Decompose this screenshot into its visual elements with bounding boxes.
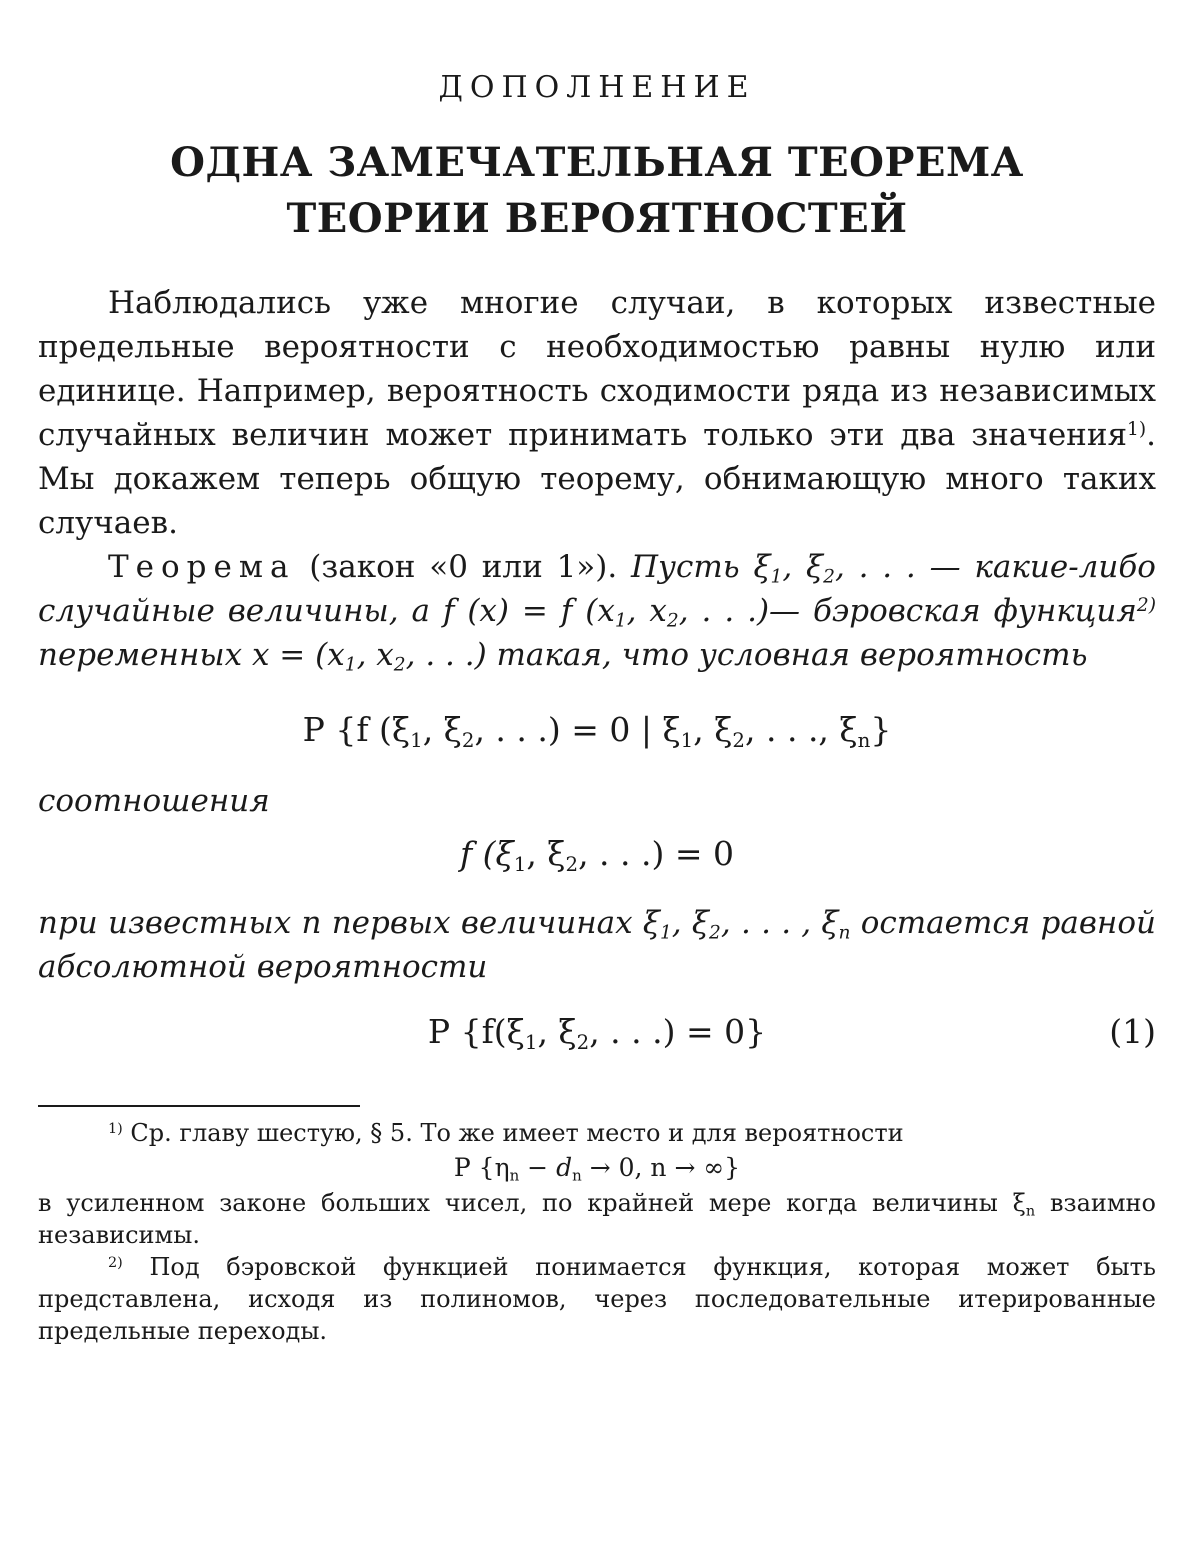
page-title (38, 135, 1156, 247)
f2-a: f (ξ (459, 834, 514, 873)
theorem-label: Теорема (108, 549, 296, 585)
theorem-s2: , ξ (782, 549, 824, 585)
f1-c: , . . .) = 0 | ξ (474, 710, 681, 749)
sub-n: n (509, 1166, 520, 1185)
formula-absolute-probability (38, 1009, 1156, 1055)
sub-2: 2 (576, 1030, 590, 1054)
after-b: , ξ (671, 905, 709, 941)
sub-1: 1 (680, 728, 694, 752)
sub-2: 2 (823, 566, 835, 588)
sub-2: 2 (732, 728, 745, 752)
sub-2: 2 (709, 922, 721, 944)
theorem-s1: Пусть ξ (631, 549, 771, 585)
f1-e: , . . ., ξ (745, 710, 858, 749)
f3-a: P {f(ξ (427, 1012, 525, 1051)
label-relation: соотношения (38, 783, 270, 819)
theorem-law-name: (закон «0 или 1»). (295, 549, 632, 585)
page (38, 70, 1156, 1347)
sub-1: 1 (524, 1030, 538, 1054)
theorem-s3: , . . . — какие-либо случайные величины, а f (x) = f (x (38, 549, 1156, 629)
theorem-s8: , . . .) такая, что условная вероятность (405, 637, 1088, 673)
f2-c: , . . .) = 0 (578, 834, 735, 873)
f1-a: P {f (ξ (302, 710, 411, 749)
sub-2: 2 (461, 728, 475, 752)
f1-b: , ξ (422, 710, 462, 749)
formula-relation (38, 831, 1156, 877)
theorem-s5: , . . .)— бэровская функция (678, 593, 1137, 629)
sub-1: 1 (344, 654, 357, 676)
footnote-1 (38, 1117, 1156, 1149)
after-d: остается равной абсолютной вероятности (38, 905, 1156, 985)
equation-number: (1) (1109, 1012, 1156, 1051)
sub-2: 2 (565, 852, 579, 876)
footnote-2-text: Под бэровской функцией понимается функция, которая может быть представлена, исходя из полиномов, через последовательные итерированные предельные переходы. (38, 1253, 1156, 1345)
intro-paragraph (38, 281, 1156, 677)
footnote-1-text: Ср. главу шестую, § 5. То же имеет место и для вероятности (122, 1119, 904, 1147)
sub-2: 2 (393, 654, 406, 676)
fn1-after-a: в усиленном законе больших чисел, по крайней мере когда величины ξ (38, 1189, 1026, 1217)
footnote-1-continuation (38, 1187, 1156, 1251)
formula-conditional-probability (38, 707, 1156, 753)
supertitle: ДОПОЛНЕНИЕ (438, 70, 756, 105)
sub-1: 1 (659, 922, 672, 944)
title-line-1: ОДНА ЗАМЕЧАТЕЛЬНАЯ ТЕОРЕМА (170, 139, 1024, 186)
footnote-2 (38, 1251, 1156, 1347)
theorem-s7: , x (356, 637, 394, 673)
sub-n: n (857, 728, 871, 752)
theorem-s4: , x (626, 593, 667, 629)
fn1-formula-a: P {η (453, 1153, 510, 1182)
after-a: при известных n первых величинах ξ (38, 905, 660, 941)
footnote-1-formula (38, 1149, 1156, 1187)
footnote-2-mark: 2) (108, 1255, 123, 1272)
title-line-2: ТЕОРИИ ВЕРОЯТНОСТЕЙ (286, 195, 908, 242)
sub-n: n (1025, 1203, 1036, 1220)
footnote-rule (38, 1105, 360, 1107)
after-c: , . . . , ξ (720, 905, 839, 941)
sub-1: 1 (614, 610, 627, 632)
fn1-after-b: взаимно независимы. (38, 1189, 1156, 1249)
theorem-s6: переменных x = (x (38, 637, 345, 673)
footnote-mark-2: 2) (1136, 594, 1156, 616)
sub-1: 1 (770, 566, 783, 588)
f3-b: , ξ (537, 1012, 577, 1051)
sub-1: 1 (410, 728, 423, 752)
footnotes (38, 1117, 1156, 1347)
sub-2: 2 (666, 610, 679, 632)
f2-b: , ξ (526, 834, 566, 873)
intro-text-b: . Мы докажем теперь общую теорему, обнимающую много таких случаев. (38, 417, 1156, 541)
fn1-formula-b: − d (519, 1153, 573, 1182)
f1-d: , ξ (693, 710, 733, 749)
f1-f: } (870, 710, 892, 749)
intro-text-a: Наблюдались уже многие случаи, в которых известные предельные вероятности с необходимостью равны нулю или единице. Например, вероятность сходимости ряда из независимых случайных величин может принимать только эти два значения (38, 285, 1156, 453)
sub-1: 1 (513, 852, 527, 876)
sub-n: n (572, 1166, 582, 1185)
f3-c: , . . .) = 0} (589, 1012, 767, 1051)
sub-n: n (838, 922, 851, 944)
footnote-1-mark: 1) (108, 1121, 123, 1138)
theorem-statement (38, 545, 1156, 677)
footnote-mark-1: 1) (1127, 418, 1147, 440)
after-paragraph (38, 901, 1156, 989)
fn1-formula-c: → 0, n → ∞} (581, 1153, 741, 1182)
